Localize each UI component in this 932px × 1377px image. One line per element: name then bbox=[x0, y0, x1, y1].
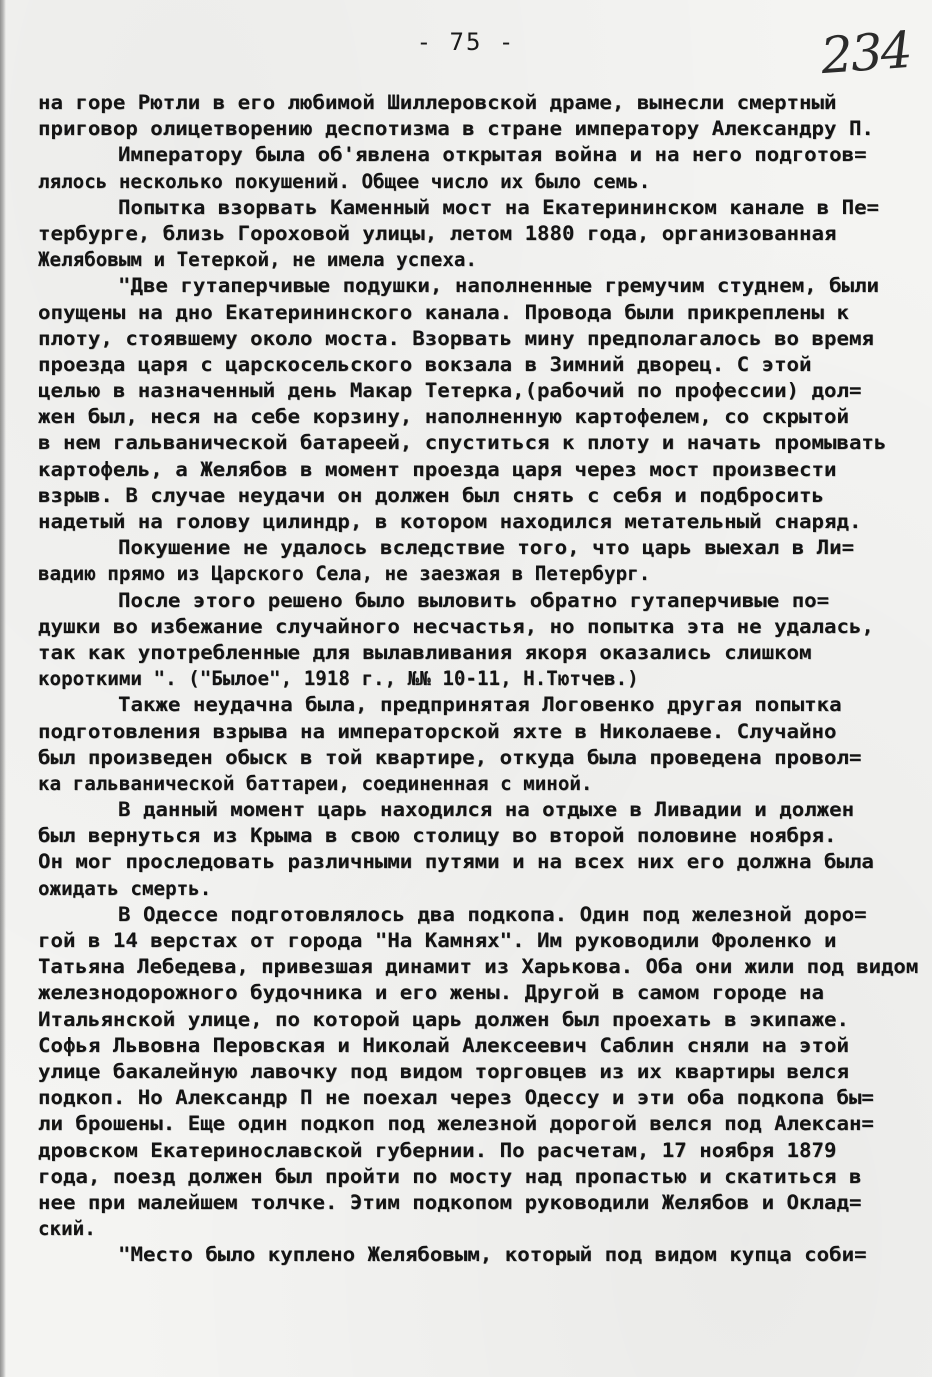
text-line: надетый на голову цилиндр, в котором находился метательный снаряд. bbox=[38, 510, 862, 533]
text-line: целью в назначенный день Макар Тетерка,(рабочий по профессии) дол= bbox=[38, 379, 862, 403]
text-line: ожидать смерть. bbox=[38, 876, 212, 900]
text-line: ка гальванической баттареи, соединенная с миной. bbox=[38, 771, 593, 795]
text-line: душки во избежание случайного несчастья, но попытка эта не удалась, bbox=[38, 614, 874, 638]
text-line: взрыв. В случае неудачи он должен был снять с себя и подбросить bbox=[38, 483, 825, 507]
text-line: приговор олицетворению деспотизма в стране императору Александру П. bbox=[38, 117, 874, 141]
text-line: в нем гальванической батареей, спуститься к плоту и начать промывать bbox=[38, 431, 887, 455]
text-line: Желябовым и Тетеркой, не имела успеха. bbox=[38, 248, 477, 272]
text-line: был произведен обыск в той квартире, откуда была проведена провол= bbox=[38, 745, 862, 769]
text-line: Попытка взорвать Каменный мост на Екатерининском канале в Пе= bbox=[118, 195, 880, 219]
text-line: ский. bbox=[38, 1217, 96, 1241]
text-line: на горе Рютли в его любимой Шиллеровской драме, вынесли смертный bbox=[38, 91, 837, 114]
archive-sheet-number: 234 bbox=[818, 20, 912, 86]
text-line: подкоп. Но Александр П не поехал через Одессу и эти оба подкопа бы= bbox=[38, 1086, 874, 1110]
text-line: Также неудачна была, предпринятая Логовенко другая попытка bbox=[118, 693, 842, 717]
text-line: плоту, стоявшему около моста. Взорвать мину предполагалось во время bbox=[38, 326, 874, 350]
text-line: дровском Екатеринославской губернии. По расчетам, 17 ноября 1879 bbox=[38, 1138, 837, 1162]
text-line: жен был, неся на себе корзину, наполненную картофелем, со скрытой bbox=[38, 405, 849, 429]
typewritten-text-body bbox=[38, 90, 918, 1268]
text-line: Покушение не удалось вследствие того, что царь выехал в Ли= bbox=[118, 536, 855, 560]
text-line: картофель, а Желябов в момент проезда царя через мост произвести bbox=[38, 457, 837, 481]
text-line: железнодорожного будочника и его жены. Другой в самом городе на bbox=[38, 981, 825, 1005]
text-line: года, поезд должен был пройти по мосту над пропастью и скатиться в bbox=[38, 1164, 862, 1188]
text-line: Императору была об'явлена открытая война и на него подготов= bbox=[118, 143, 867, 167]
text-line: В Одессе подготовлялось два подкопа. Один под железной доро= bbox=[118, 902, 867, 926]
text-line: лялось несколько покушений. Общее число их было семь. bbox=[38, 169, 651, 193]
text-line: опущены на дно Екатерининского канала. Провода были прикреплены к bbox=[38, 300, 849, 324]
text-line: улице бакалейную лавочку под видом торговцев из их квартиры велся bbox=[38, 1059, 849, 1083]
text-line: "Две гутаперчивые подушки, наполненные гремучим студнем, были bbox=[118, 274, 880, 298]
text-line: был вернуться из Крыма в свою столицу во второй половине ноября. bbox=[38, 824, 837, 848]
text-line: подготовления взрыва на императорской яхте в Николаеве. Случайно bbox=[38, 719, 837, 743]
page-number: - 75 - bbox=[416, 28, 516, 56]
text-line: В данный момент царь находился на отдыхе в Ливадии и должен bbox=[118, 798, 855, 822]
text-line: нее при малейшем толчке. Этим подкопом руководили Желябов и Оклад= bbox=[38, 1190, 862, 1214]
text-line: Софья Львовна Перовская и Николай Алексеевич Саблин сняли на этой bbox=[38, 1033, 849, 1057]
text-line: тербурге, близь Гороховой улицы, летом 1880 года, организованная bbox=[38, 221, 837, 245]
text-line: вадию прямо из Царского Села, не заезжая в Петербург. bbox=[38, 562, 651, 586]
text-line: короткими ". ("Былое", 1918 г., №№ 10-11, Н.Тютчев.) bbox=[38, 667, 639, 691]
text-line: проезда царя с царскосельского вокзала в Зимний дворец. С этой bbox=[38, 352, 812, 376]
text-line: гой в 14 верстах от города "На Камнях". Им руководили Фроленко и bbox=[38, 929, 837, 952]
text-line: Татьяна Лебедева, привезшая динамит из Харькова. Оба они жили под видом bbox=[38, 955, 918, 979]
text-line: ли брошены. Еще один подкоп под железной дорогой велся под Алексан= bbox=[38, 1112, 874, 1136]
text-line: так как употребленные для вылавливания якоря оказались слишком bbox=[38, 640, 812, 664]
page-left-edge-shadow bbox=[0, 0, 6, 1377]
text-line: Итальянской улице, по которой царь должен был проехать в экипаже. bbox=[38, 1007, 849, 1031]
text-line: "Место было куплено Желябовым, который под видом купца соби= bbox=[118, 1243, 867, 1267]
text-line: После этого решено было выловить обратно гутаперчивые по= bbox=[118, 588, 830, 612]
text-line: Он мог проследовать различными путями и на всех них его должна была bbox=[38, 850, 874, 874]
